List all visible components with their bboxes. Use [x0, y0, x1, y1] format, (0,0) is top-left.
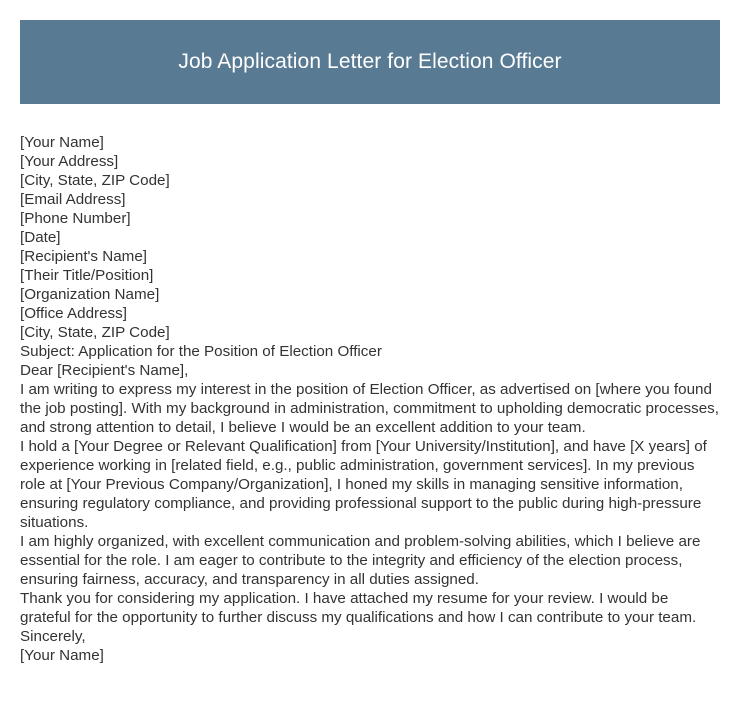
recipient-title: [Their Title/Position]: [20, 267, 154, 284]
letter-body: [20, 133, 720, 665]
sender-city: [City, State, ZIP Code]: [20, 172, 170, 189]
sender-phone: [Phone Number]: [20, 210, 131, 227]
organization-name: [Organization Name]: [20, 286, 160, 303]
sender-name: [Your Name]: [20, 134, 104, 151]
page-title: Job Application Letter for Election Officer: [178, 50, 562, 73]
sender-address: [Your Address]: [20, 153, 119, 170]
recipient-name: [Recipient's Name]: [20, 248, 147, 265]
title-banner: [20, 20, 720, 104]
paragraph-intro: I am writing to express my interest in the position of Election Officer, as advertised on [where you found the job posting]. With my background in administration, commitment to upholding democratic processes, and strong attention to detail, I believe I would be an excellent addition to your team.: [20, 381, 719, 436]
paragraph-skills: I am highly organized, with excellent communication and problem-solving abilities, which I believe are essential for the role. I am eager to contribute to the integrity and efficiency of the election process, ensuring fairness, accuracy, and transparency in all duties assigned.: [20, 533, 701, 588]
salutation: Dear [Recipient's Name],: [20, 362, 189, 379]
closing: Sincerely,: [20, 628, 86, 645]
sender-email: [Email Address]: [20, 191, 126, 208]
subject-line: Subject: Application for the Position of Election Officer: [20, 343, 382, 360]
office-address: [Office Address]: [20, 305, 127, 322]
paragraph-closing: Thank you for considering my application. I have attached my resume for your review. I would be grateful for the opportunity to further discuss my qualifications and how I can contribute to your team.: [20, 590, 697, 626]
signature: [Your Name]: [20, 647, 104, 664]
letter-date: [Date]: [20, 229, 61, 246]
paragraph-qualifications: I hold a [Your Degree or Relevant Qualification] from [Your University/Institution], and have [X years] of experience working in [related field, e.g., public administration, government services]. In my previous role at [Your Previous Company/Organization], I honed my skills in managing sensitive information, ensuring regulatory compliance, and providing professional support to the public during high-pressure situations.: [20, 438, 707, 531]
recipient-city: [City, State, ZIP Code]: [20, 324, 170, 341]
